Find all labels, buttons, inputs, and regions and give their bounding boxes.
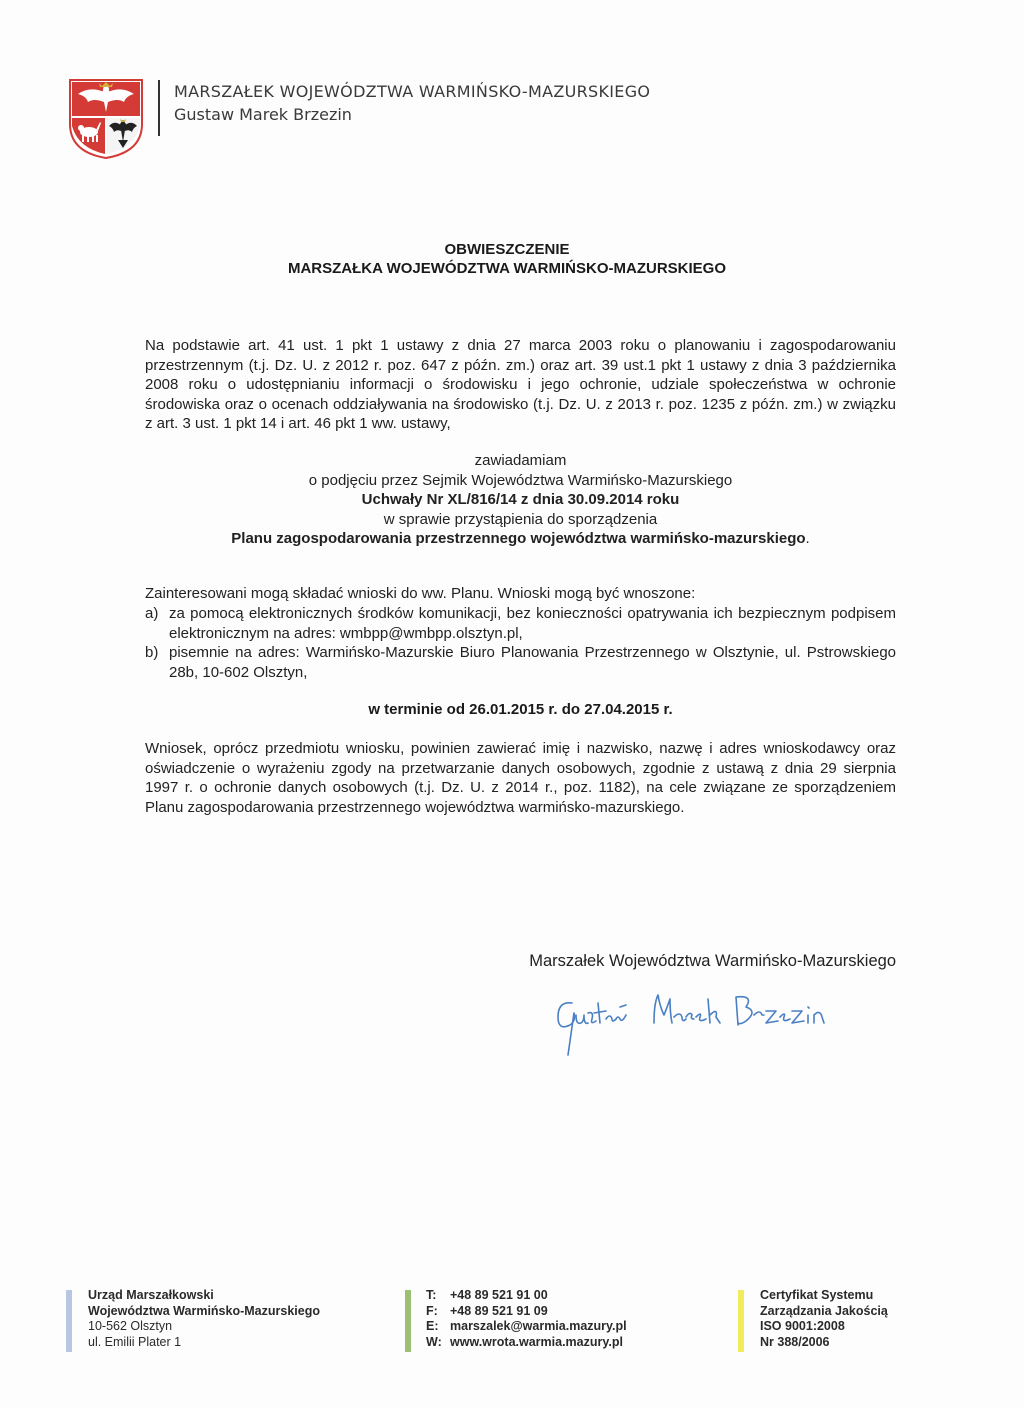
footer-office-line: Urząd Marszałkowski xyxy=(88,1288,214,1302)
footer-accent-bar-green xyxy=(405,1290,411,1352)
handwritten-signature xyxy=(550,985,840,1060)
coat-of-arms-icon xyxy=(68,78,144,160)
phone-label: T: xyxy=(426,1288,437,1302)
fax-label: F: xyxy=(426,1303,438,1318)
invite-paragraph: Zainteresowani mogą składać wnioski do ww. Planu. Wnioski mogą być wnoszone: xyxy=(145,585,696,602)
phone-number: +48 89 521 91 00 xyxy=(450,1288,548,1302)
plan-name-period: . xyxy=(805,530,810,547)
header-divider xyxy=(158,80,160,136)
web-label: W: xyxy=(426,1334,442,1349)
document-title: OBWIESZCZENIE xyxy=(444,241,570,258)
web-address: www.wrota.warmia.mazury.pl xyxy=(450,1334,623,1349)
footer-fax xyxy=(426,1304,627,1320)
list-item-text xyxy=(169,604,896,643)
list-item-text-a: za pomocą elektronicznych środków komunikacji, bez konieczności opatrywania ich bezpiecznym podpisem elektronicznym na adres: wmbpp@wmbpp.olsztyn.pl, xyxy=(169,605,896,642)
footer-cert-line: Nr 388/2006 xyxy=(760,1334,830,1349)
intro-paragraph: Na podstawie art. 41 ust. 1 pkt 1 ustawy z dnia 27 marca 2003 roku o planowaniu i zagospodarowaniu przestrzennym (t.j. Dz. U. z 2012 r. poz. 647 z późn. zm.) oraz art. 39 ust.1 pkt 1 ustawy z dnia 3 października 2008 roku o udostępnianiu informacji o środowisku i jego ochronie, udziale społeczeństwa w ochronie środowiska oraz o ocenach oddziaływania na środowisko (t.j. Dz. U. z 2013 r. poz. 1235 z późn. zm.) w związku z art. 3 ust. 1 pkt 14 i art. 46 pkt 1 ww. ustawy, xyxy=(145,337,896,432)
notice-line: w sprawie przystąpienia do sporządzenia xyxy=(383,510,658,528)
footer-office-line: ul. Emilii Plater 1 xyxy=(88,1334,182,1349)
footer-cert-line: Certyfikat Systemu xyxy=(760,1288,874,1302)
footer-phone xyxy=(426,1288,627,1304)
list-item-text-b: pisemnie na adres: Warmińsko-Mazurskie Biuro Planowania Przestrzennego w Olsztynie, ul. Pstrowskiego 28b, 10-602 Olsztyn, xyxy=(169,644,896,681)
fax-number: +48 89 521 91 09 xyxy=(450,1303,548,1318)
notice-line: zawiadamiam xyxy=(474,452,567,469)
footer-accent-bar-blue xyxy=(66,1290,72,1352)
closing-paragraph: Wniosek, oprócz przedmiotu wniosku, powinien zawierać imię i nazwisko, nazwę i adres wnioskodawcy oraz oświadczenie o wyrażeniu zgody na przetwarzanie danych osobowych, zgodnie z ustawą z dnia 29 sierpnia 1997 r. o ochronie danych osobowych (t.j. Dz. U. z 2014 r., poz. 1182), na cele związane ze sporządzeniem Planu zagospodarowania przestrzennego województwa warmińsko-mazurskiego. xyxy=(145,740,896,816)
footer-email xyxy=(426,1319,627,1335)
notice-block xyxy=(145,451,896,549)
deadline: w terminie od 26.01.2015 r. do 27.04.2015 r. xyxy=(368,701,673,718)
footer-cert-line: ISO 9001:2008 xyxy=(760,1319,845,1333)
email-address: marszalek@warmia.mazury.pl xyxy=(450,1319,627,1333)
resolution-number: Uchwały Nr XL/816/14 z dnia 30.09.2014 roku xyxy=(361,491,680,508)
list-marker: a) xyxy=(145,605,159,622)
list-item-text xyxy=(169,643,896,682)
plan-name-line xyxy=(145,529,896,549)
footer-web xyxy=(426,1335,627,1351)
header-name: Gustaw Marek Brzezin xyxy=(174,105,352,124)
plan-name: Planu zagospodarowania przestrzennego województwa warmińsko-mazurskiego xyxy=(231,530,806,547)
footer-certificate xyxy=(760,1288,888,1350)
list-item xyxy=(145,643,896,682)
signatory-role: Marszałek Województwa Warmińsko-Mazurskiego xyxy=(529,952,896,970)
footer-contact xyxy=(426,1288,627,1350)
footer-office-line: 10-562 Olsztyn xyxy=(88,1319,173,1333)
footer-office-line: Województwa Warmińsko-Mazurskiego xyxy=(88,1303,320,1318)
email-label: E: xyxy=(426,1319,439,1333)
document-subtitle: MARSZAŁKA WOJEWÓDZTWA WARMIŃSKO-MAZURSKIEGO xyxy=(287,260,727,277)
notice-line: o podjęciu przez Sejmik Województwa Warmińsko-Mazurskiego xyxy=(308,471,733,489)
list-item xyxy=(145,604,896,643)
header-title: MARSZAŁEK WOJEWÓDZTWA WARMIŃSKO-MAZURSKIEGO xyxy=(174,82,651,101)
footer-accent-bar-yellow xyxy=(738,1290,744,1352)
footer-cert-line: Zarządzania Jakością xyxy=(760,1303,888,1318)
list-marker: b) xyxy=(145,644,159,661)
footer-office xyxy=(88,1288,320,1350)
